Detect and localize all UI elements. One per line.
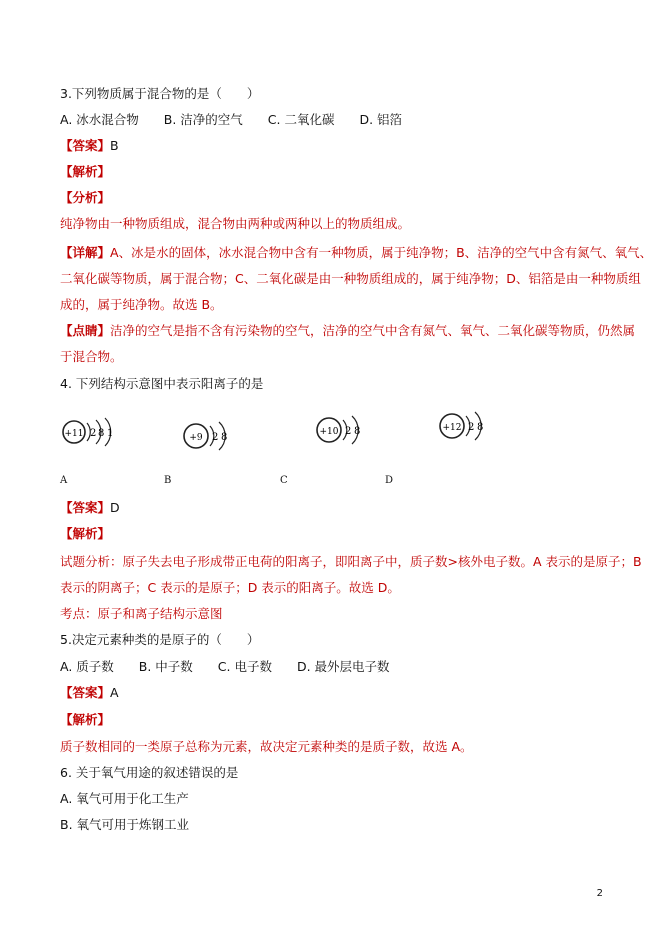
q3-fenxi-text: 纯净物由一种物质组成，混合物由两种或两种以上的物质组成。 <box>60 216 411 231</box>
shell-1: 2 <box>345 426 352 437</box>
atom-label-d: D <box>385 475 394 486</box>
shell-2: 8 <box>477 422 484 433</box>
answer-value: B <box>110 138 119 153</box>
q4-analysis-tag: 【解析】 <box>60 526 111 541</box>
atom-diagram-b <box>180 412 232 460</box>
atom-label-a: A <box>60 475 68 486</box>
shell-3: 1 <box>107 428 114 439</box>
shell-1: 2 <box>468 422 475 433</box>
q4-stem: 4. 下列结构示意图中表示阳离子的是 <box>60 376 264 391</box>
answer-tag: 【答案】 <box>60 500 111 515</box>
shell-2: 8 <box>354 426 361 437</box>
q4-answer <box>60 500 120 516</box>
atom-diagram-c <box>313 408 365 456</box>
q4-analysis-line-2: 表示的阴离子；C 表示的是原子；D 表示的阳离子。故选 D。 <box>60 580 400 595</box>
comment-tag: 【点睛】 <box>60 323 111 338</box>
shell-1: 2 <box>90 428 97 439</box>
atom-diagram-a <box>60 410 120 454</box>
detail-tag: 【详解】 <box>60 245 111 260</box>
nucleus-charge: +12 <box>442 423 462 433</box>
answer-tag: 【答案】 <box>60 685 111 700</box>
shell-1: 2 <box>212 432 219 443</box>
q5-answer <box>60 685 119 701</box>
q3-comment-line-1 <box>60 323 635 339</box>
answer-value: A <box>110 685 119 700</box>
q6-option-a: A. 氧气可用于化工生产 <box>60 791 189 806</box>
atom-diagram-d <box>436 404 492 452</box>
shell-2: 8 <box>98 428 105 439</box>
q3-detail-line-1 <box>60 245 652 261</box>
q3-analysis-tag: 【解析】 <box>60 164 111 179</box>
q3-answer <box>60 138 119 154</box>
detail-text: A、冰是水的固体，冰水混合物中含有一种物质，属于纯净物；B、洁净的空气中含有氮气、氧气、 <box>110 245 653 260</box>
atom-label-b: B <box>164 475 172 486</box>
shell-2: 8 <box>221 432 228 443</box>
nucleus-charge: +11 <box>64 429 84 439</box>
q6-stem: 6. 关于氧气用途的叙述错误的是 <box>60 765 239 780</box>
q3-detail-line-2: 二氧化碳等物质，属于混合物；C、二氧化碳是由一种物质组成的，属于纯净物；D、铝箔是由一种物质组 <box>60 271 641 286</box>
atom-label-c: C <box>280 475 288 486</box>
comment-text: 洁净的空气是指不含有污染物的空气，洁净的空气中含有氮气、氧气、二氧化碳等物质，仍然属 <box>110 323 636 338</box>
nucleus-charge: +10 <box>319 427 339 437</box>
q6-option-b: B. 氧气可用于炼钢工业 <box>60 817 190 832</box>
q5-analysis-text: 质子数相同的一类原子总称为元素，故决定元素种类的是质子数，故选 A。 <box>60 739 473 754</box>
q4-point: 考点：原子和离子结构示意图 <box>60 606 223 621</box>
q3-detail-line-3: 成的，属于纯净物。故选 B。 <box>60 297 223 312</box>
q4-analysis-line-1: 试题分析：原子失去电子形成带正电荷的阳离子，即阳离子中，质子数>核外电子数。A 表示的是原子；B <box>60 554 642 569</box>
page-number: 2 <box>596 888 603 899</box>
nucleus-charge: +9 <box>189 433 203 443</box>
q3-fenxi-tag: 【分析】 <box>60 190 111 205</box>
q5-options: A. 质子数 B. 中子数 C. 电子数 D. 最外层电子数 <box>60 659 390 674</box>
q5-stem: 5.决定元素种类的是原子的（ ） <box>60 632 260 647</box>
q3-options: A. 冰水混合物 B. 洁净的空气 C. 二氧化碳 D. 铝箔 <box>60 112 403 127</box>
q5-analysis-tag: 【解析】 <box>60 712 111 727</box>
answer-value: D <box>110 500 120 515</box>
q3-comment-line-2: 于混合物。 <box>60 349 123 364</box>
q3-stem: 3.下列物质属于混合物的是（ ） <box>60 86 260 101</box>
answer-tag: 【答案】 <box>60 138 111 153</box>
